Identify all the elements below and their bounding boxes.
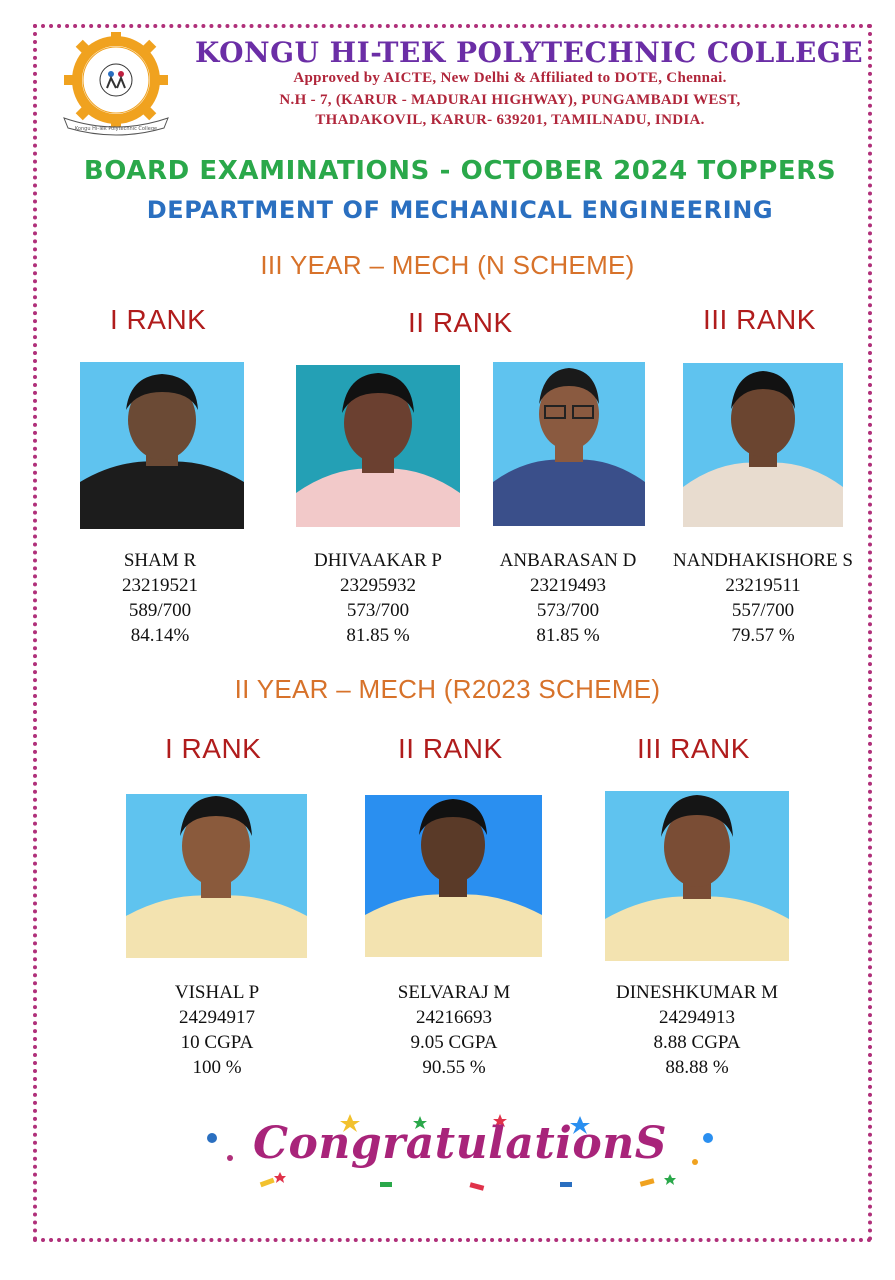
rank-label-first: I RANK bbox=[110, 304, 207, 335]
student-reg-no: 23295932 bbox=[340, 575, 416, 596]
student-info-anbarasan bbox=[468, 548, 668, 648]
rank-label-third: III RANK bbox=[703, 304, 816, 335]
student-reg-no: 23219521 bbox=[122, 575, 198, 596]
student-photo-dineshkumar bbox=[605, 791, 789, 961]
rank-label-first: I RANK bbox=[165, 733, 262, 764]
rank-label-second: II RANK bbox=[398, 733, 503, 764]
student-percent: 88.88 % bbox=[665, 1057, 729, 1078]
student-info-selvaraj bbox=[354, 980, 554, 1080]
student-marks: 8.88 CGPA bbox=[653, 1032, 741, 1053]
exam-title: BOARD EXAMINATIONS - OCTOBER 2024 TOPPERS bbox=[83, 156, 837, 186]
student-photo-selvaraj bbox=[365, 795, 542, 957]
student-name: DHIVAAKAR P bbox=[314, 550, 442, 571]
student-name: ANBARASAN D bbox=[499, 550, 637, 571]
student-percent: 81.85 % bbox=[346, 625, 410, 646]
student-name: NANDHAKISHORE S bbox=[673, 550, 853, 571]
student-info-vishal bbox=[117, 980, 317, 1080]
student-photo-nandhakishore bbox=[683, 363, 843, 527]
student-marks: 557/700 bbox=[731, 600, 795, 621]
student-marks: 10 CGPA bbox=[180, 1032, 254, 1053]
student-photo-anbarasan bbox=[493, 362, 645, 526]
student-photo-vishal bbox=[126, 794, 307, 958]
student-info-dineshkumar bbox=[597, 980, 797, 1080]
address-line-1: N.H - 7, (KARUR - MADURAI HIGHWAY), PUNGAMBADI WEST, bbox=[279, 92, 741, 108]
student-info-nandhakishore bbox=[663, 548, 863, 648]
student-reg-no: 23219493 bbox=[530, 575, 606, 596]
section-heading-ii-year: II YEAR – MECH (R2023 SCHEME) bbox=[234, 674, 661, 704]
student-name: SHAM R bbox=[123, 550, 197, 571]
student-marks: 573/700 bbox=[536, 600, 600, 621]
student-percent: 90.55 % bbox=[422, 1057, 486, 1078]
college-logo bbox=[60, 32, 172, 136]
student-name: SELVARAJ M bbox=[397, 982, 511, 1003]
logo-lettering: Kongu Hi-Tek Polytechnic College bbox=[74, 126, 158, 132]
student-reg-no: 23219511 bbox=[725, 575, 801, 596]
congratulations-text: CongratulationS bbox=[252, 1118, 667, 1169]
student-marks: 9.05 CGPA bbox=[410, 1032, 498, 1053]
student-percent: 84.14% bbox=[130, 625, 190, 646]
address-line-2: THADAKOVIL, KARUR- 639201, TAMILNADU, INDIA. bbox=[315, 112, 705, 128]
student-percent: 100 % bbox=[192, 1057, 242, 1078]
student-marks: 573/700 bbox=[346, 600, 410, 621]
student-info-sham bbox=[60, 548, 260, 648]
student-reg-no: 24294917 bbox=[179, 1007, 255, 1028]
student-name: VISHAL P bbox=[174, 982, 260, 1003]
approval-text: Approved by AICTE, New Delhi & Affiliated to DOTE, Chennai. bbox=[293, 70, 727, 86]
section-heading-iii-year: III YEAR – MECH (N SCHEME) bbox=[260, 250, 635, 280]
student-reg-no: 24294913 bbox=[659, 1007, 735, 1028]
student-marks: 589/700 bbox=[128, 600, 192, 621]
student-photo-sham bbox=[80, 362, 244, 529]
student-photo-dhivaakar bbox=[296, 365, 460, 527]
college-name: KONGU HI-TEK POLYTECHNIC COLLEGE bbox=[195, 36, 864, 69]
rank-label-third: III RANK bbox=[637, 733, 750, 764]
student-name: DINESHKUMAR M bbox=[615, 982, 779, 1003]
student-percent: 79.57 % bbox=[731, 625, 795, 646]
rank-label-second: II RANK bbox=[408, 307, 513, 338]
student-info-dhivaakar bbox=[278, 548, 478, 648]
student-reg-no: 24216693 bbox=[416, 1007, 492, 1028]
congratulations-banner bbox=[200, 1112, 720, 1192]
student-percent: 81.85 % bbox=[536, 625, 600, 646]
department-title: DEPARTMENT OF MECHANICAL ENGINEERING bbox=[146, 196, 774, 224]
